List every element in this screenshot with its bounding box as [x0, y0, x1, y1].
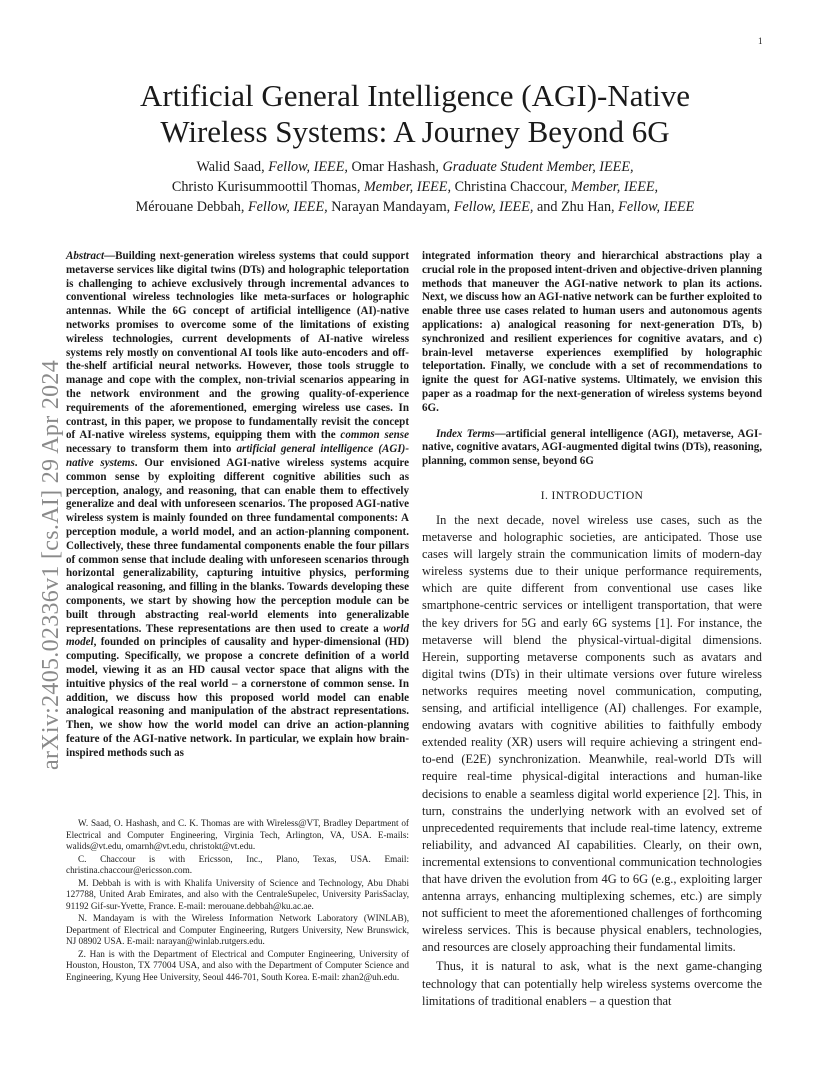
abstract-emphasis: world model	[66, 622, 409, 649]
author-name: and Zhu Han,	[533, 199, 619, 215]
body-paragraph: Thus, it is natural to ask, what is the next game-changing technology that can potentially help wireless systems overcome the limitations of traditional enablers – a question that	[422, 959, 762, 1008]
abstract-text: necessary to transform them into	[66, 443, 237, 456]
paper-title	[60, 78, 770, 150]
arxiv-identifier-stamp: arXiv:2405.02336v1 [cs.AI] 29 Apr 2024	[38, 359, 64, 770]
title-line-1: Artificial General Intelligence (AGI)-Native	[140, 78, 690, 113]
author-name: Christo Kurisummoottil Thomas,	[171, 179, 364, 195]
index-terms-lead: Index Terms	[436, 427, 495, 440]
author-affiliation-grade: Fellow, IEEE	[618, 199, 695, 215]
author-affiliation-grade: Fellow, IEEE,	[247, 199, 328, 215]
section-heading: I. INTRODUCTION	[540, 490, 644, 502]
abstract-paragraph	[66, 250, 409, 760]
page-number: 1	[758, 36, 763, 46]
footnote: N. Mandayam is with the Wireless Information Network Laboratory (WINLAB), Department of Electrical and Computer Engineering, Rutgers University, New Brunswick, NJ 08902 USA. E-mail: narayan@winlab.rutgers.edu.	[66, 913, 409, 946]
index-terms	[422, 428, 762, 469]
abstract-text: , founded on principles of causality and hyper-dimensional (HD) computing. Specifically, we propose a concrete definition of a world model, viewing it as an HD causal vector space that aligns with the intuitive physics of the real world – a cornerstone of common sense. In addition, we discuss how this proposed world model can enable analogical reasoning and manipulation of the abstract representations. Then, we show how the world model can drive an action-planning feature of the AGI-native network. In particular, we explain how brain-inspired methods such as	[66, 636, 409, 759]
footnote: M. Debbah is with is with Khalifa University of Science and Technology, Abu Dhabi 127788, United Arab Emirates, and also with the CentraleSupelec, University ParisSaclay, 91192 Gif-sur-Yvette, France. E-mail: merouane.debbah@ku.ac.ae.	[66, 877, 409, 911]
author-affiliation-grade: Fellow, IEEE,	[453, 199, 534, 215]
author-name: Walid Saad,	[196, 159, 269, 175]
abstract-continuation-block	[422, 250, 762, 469]
introduction-body	[422, 512, 762, 1010]
index-terms-text: —artificial general intelligence (AGI), metaverse, AGI-native, cognitive avatars, AGI-augmented digital twins (DTs), reasoning, planning, common sense, beyond 6G	[422, 427, 763, 468]
author-name: Omar Hashash,	[347, 159, 443, 175]
abstract-lead: Abstract	[66, 250, 105, 262]
author-line-1	[60, 157, 770, 177]
footnote: W. Saad, O. Hashash, and C. K. Thomas are with Wireless@VT, Bradley Department of Electrical and Computer Engineering, Virginia Tech, Arlington, VA, USA. E-mails: walids@vt.edu, omarnh@vt.edu, christokt@vt.edu.	[66, 818, 409, 851]
author-line-3	[60, 197, 770, 217]
author-affiliation-grade: Member, IEEE,	[571, 179, 659, 195]
author-name: Mérouane Debbah,	[135, 199, 248, 215]
author-name: Christina Chaccour,	[451, 179, 572, 195]
title-line-2: Wireless Systems: A Journey Beyond 6G	[160, 114, 670, 149]
author-line-2	[60, 177, 770, 197]
abstract-continuation: integrated information theory and hierarchical abstractions play a crucial role in the proposed intent-driven and objective-driven planning methods that maneuver the AGI-native network to plan its actions. Next, we discuss how an AGI-native network can be further exploited to enable three use cases related to human users and autonomous agents applications: a) analogical reasoning for next-generation DTs, b) synchronized and resilient experiences for cognitive avatars, and c) brain-level metaverse experiences exemplified by holographic teleportation. Finally, we conclude with a set of recommendations to ignite the quest for AGI-native systems. Ultimately, we envision this paper as a roadmap for the next-generation of wireless systems beyond 6G.	[422, 250, 762, 414]
abstract-text: . Our envisioned AGI-native wireless systems acquire common sense by exploiting different cognitive abilities such as perception, analogy, and reasoning, that can enable them to effectively generalize and deal with unforeseen scenarios. The proposed AGI-native wireless system is mainly founded on three fundamental components: A perception module, a world model, and an action-planning component. Collectively, these three fundamental components enable the four pillars of common sense that include dealing with unforeseen scenarios through horizontal generalizability, capturing intuitive physics, performing analogical reasoning, and filling in the blanks. Towards developing these components, we start by showing how the perception module can be built through abstracting real-world elements into generalizable representations. These representations are then used to create a	[66, 456, 409, 635]
author-affiliation-grade: Graduate Student Member, IEEE,	[442, 159, 634, 175]
author-affiliation-grade: Fellow, IEEE,	[268, 159, 348, 175]
author-list	[60, 157, 770, 217]
abstract-emphasis: common sense	[340, 429, 410, 442]
abstract	[66, 250, 409, 760]
author-affiliation-grade: Member, IEEE,	[363, 179, 452, 195]
abstract-emphasis: artificial general intelligence (AGI)-native systems	[66, 443, 409, 469]
author-name: Narayan Mandayam,	[327, 199, 454, 215]
footnote: C. Chaccour is with Ericsson, Inc., Plano, Texas, USA. Email: christina.chaccour@ericsson.com.	[66, 853, 409, 875]
footnote: Z. Han is with the Department of Electrical and Computer Engineering, University of Houston, Houston, TX 77004 USA, and also with the Department of Computer Science and Engineering, Kyung Hee University, Seoul 446-701, South Korea. E-mail: zhan2@uh.edu.	[66, 948, 409, 982]
affiliation-footnotes	[66, 818, 409, 984]
abstract-text: —Building next-generation wireless systems that could support metaverse services like digital twins (DTs) and holographic teleportation is challenging to achieve exclusively through incremental advances to conventional wireless technologies like meta-surfaces or holographic antennas. While the 6G concept of artificial intelligence (AI)-native networks promises to overcome some of the limitations of existing wireless technologies, current developments of AI-native wireless systems rely mostly on conventional AI tools like auto-encoders and off-the-shelf artificial neural networks. However, those tools struggle to manage and cope with the complex, non-trivial scenarios appearing in the network environment and the growing quality-of-experience requirements of the aforementioned, emerging wireless use cases. In contrast, in this paper, we propose to fundamentally revisit the concept of AI-native wireless systems, equipping them with the	[66, 250, 409, 442]
body-paragraph: In the next decade, novel wireless use cases, such as the metaverse and holographic societies, are anticipated. Those use cases will largely strain the communication limits of modern-day wireless systems due to their unique performance requirements, which are quite different from conventional use cases like smartphone-centric services or intelligent transportation, that were the key drivers for 5G and early 6G systems [1]. For instance, the metaverse will blend the physical-virtual-digital dimensions. Herein, supporting metaverse components such as avatars and digital twins (DTs) in their ultimate versions over future wireless networks requires meeting novel communication, computing, sensing, and artificial intelligence (AI) challenges. For example, endowing avatars with cognitive abilities to faithfully embody extended reality (XR) users will require achieving a stringent end-to-end (E2E) synchronization. Meanwhile, real-world DTs will require real-time physical-digital interactions and human-like decisions to enable a seamless digital world experience [2]. This, in turn, constrains the underlying network with an evolved set of unprecedented requirements that include real-time latency, extreme reliability, and advanced AI capabilities. Clearly, on their own, incremental extensions to conventional communication technologies that have driven the evolution from 4G to 6G (e.g., exploiting larger antenna arrays, enhancing multiplexing schemes, etc.) are simply not sufficient to meet the aforementioned challenges of forthcoming wireless services. This is because physical enablers, technologies, and resources are closely approaching their fundamental limits.	[422, 513, 762, 955]
